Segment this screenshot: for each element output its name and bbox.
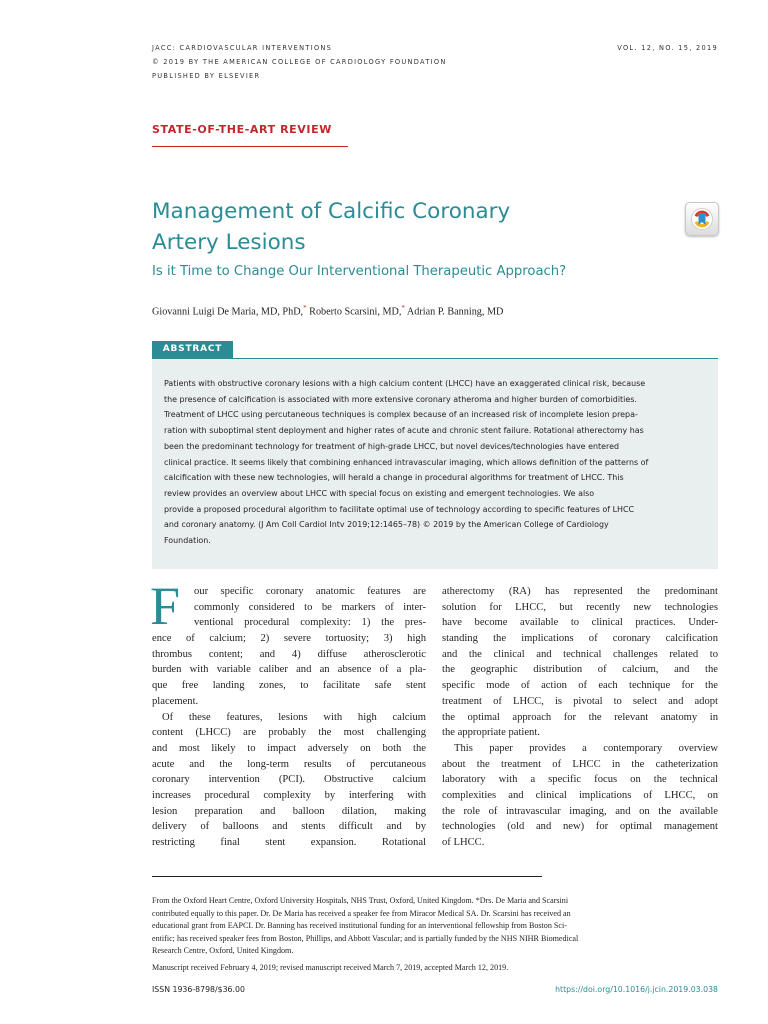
body-line: our specific coronary anatomic features are [194, 586, 426, 597]
body-line: restricting final stent expansion. Rotational [152, 837, 426, 848]
body-line: solution for LHCC, but recently new technologies [442, 601, 718, 613]
volume-info: VOL. 12, NO. 15, 2019 [617, 44, 718, 52]
affiliation-footnote [152, 895, 718, 958]
body-line: of LHCC. [442, 837, 485, 848]
abstract-line: been the predominant technology for treatment of high-grade LHCC, but novel devices/technologies have entered [164, 441, 619, 451]
body-column-right [442, 584, 718, 851]
body-line: thrombus content; and 4) diffuse atherosclerotic [152, 648, 426, 660]
footnote-line: Research Centre, Oxford, United Kingdom. [152, 946, 294, 955]
section-label: STATE-OF-THE-ART REVIEW [152, 123, 332, 136]
drop-cap: F [150, 576, 181, 636]
body-line: technologies (old and new) for optimal management [442, 821, 718, 833]
title-line-1: Management of Calcific Coronary [152, 199, 511, 224]
body-line: placement. [152, 695, 199, 707]
author-2: Roberto Scarsini, MD, [306, 306, 402, 318]
body-line: atherectomy (RA) has represented the predominant [442, 586, 718, 597]
body-line: que free landing zones, to facilitate safe stent [152, 680, 426, 692]
body-line: content (LHCC) are probably the most challenging [152, 727, 426, 739]
publisher-line: PUBLISHED BY ELSEVIER [152, 72, 261, 80]
body-line: the geographic distribution of calcium, and the [442, 664, 718, 676]
author-2-mark: * [401, 304, 405, 312]
body-line: the appropriate patient. [442, 727, 540, 739]
abstract-line: review provides an overview about LHCC with special focus on existing and emergent technologies. We also [164, 488, 595, 498]
body-line: increases procedural complexity by interfering with [152, 789, 426, 801]
body-line: specific mode of action of each technique for the [442, 680, 718, 692]
body-line: burden with variable caliber and an absence of a pla- [152, 664, 426, 676]
abstract-line: provide a proposed procedural algorithm to facilitate optimal use of technology according to specific features of LHCC [164, 504, 635, 514]
copyright-line: © 2019 BY THE AMERICAN COLLEGE OF CARDIOLOGY FOUNDATION [152, 58, 447, 66]
author-1-mark: * [303, 304, 307, 312]
body-line: laboratory with a specific focus on the technical [442, 774, 718, 786]
footnote-rule [152, 876, 542, 877]
body-line: acute and the long-term results of percutaneous [152, 758, 426, 770]
crossmark-icon [686, 203, 718, 235]
body-line: standing the implications of coronary calcification [442, 633, 718, 645]
crossmark-badge[interactable] [685, 202, 719, 236]
body-line: lesion preparation and balloon dilation, making [152, 805, 426, 817]
abstract-text [164, 376, 709, 549]
abstract-line: clinical practice. It seems likely that combining enhanced intravascular imaging, which allows definition of the patterns of [164, 457, 649, 467]
body-line: This paper provides a contemporary overview [454, 742, 718, 754]
body-line: commonly considered to be markers of inter- [194, 601, 426, 613]
issn: ISSN 1936-8798/$36.00 [152, 985, 245, 994]
abstract-line: calcification with these new technologies, will herald a change in procedural algorithms for treatment of LHCC. This [164, 473, 624, 483]
body-line: have become available to clinical practices. Under- [442, 617, 718, 629]
doi-link[interactable]: https://doi.org/10.1016/j.jcin.2019.03.038 [555, 985, 718, 994]
abstract-line: Treatment of LHCC using percutaneous techniques is complex because of an increased risk of incomplete lesion prepa- [164, 410, 638, 420]
manuscript-dates: Manuscript received February 4, 2019; revised manuscript received March 7, 2019, accepted March 12, 2019. [152, 963, 509, 972]
body-line: ventional procedural complexity: 1) the pres- [194, 617, 426, 629]
author-list [152, 304, 503, 317]
footnote-line: From the Oxford Heart Centre, Oxford University Hospitals, NHS Trust, Oxford, United Kingdom. *Drs. De Maria and Scarsini [152, 896, 569, 905]
footnote-line: contributed equally to this paper. Dr. De Maria has received a speaker fee from Miracor Medical SA. Dr. Scarsini has received an [152, 908, 571, 918]
body-line: the optimal approach for the relevant anatomy in [442, 711, 718, 723]
body-line: coronary intervention (PCI). Obstructive calcium [152, 774, 426, 786]
author-3: Adrian P. Banning, MD [404, 306, 504, 318]
abstract-line: the presence of calcification is associated with more extensive coronary atheroma and higher burden of comorbidities. [164, 394, 637, 404]
body-line: treatment of LHCC, is pivotal to select and adopt [442, 695, 718, 707]
body-line: delivery of balloons and stents difficult and by [152, 821, 426, 833]
section-rule [152, 146, 348, 147]
article-title [152, 196, 632, 258]
abstract-label: ABSTRACT [152, 341, 233, 358]
body-line: the role of intravascular imaging, and on the available [442, 805, 718, 817]
body-line: about the treatment of LHCC in the catheterization [442, 758, 718, 770]
abstract-line: ration with suboptimal stent deployment and higher rates of acute and chronic stent failure. Rotational atherectomy has [164, 426, 644, 436]
body-line: Of these features, lesions with high calcium [162, 711, 426, 723]
footnote-line: entific; has received speaker fees from Boston, Phillips, and Abbott Vascular; and is partially funded by the NHS NIHR Biomedical [152, 933, 579, 943]
body-line: and the clinical and technical challenges related to [442, 648, 718, 660]
title-line-2: Artery Lesions [152, 230, 306, 255]
body-line: ence of calcium; 2) severe tortuosity; 3) high [152, 633, 426, 645]
body-column-left [152, 584, 426, 851]
footnote-line: educational grant from EAPCI. Dr. Banning has received institutional funding for an interventional fellowship from Boston Sci- [152, 921, 567, 930]
abstract-line: Foundation. [164, 536, 211, 546]
abstract-line: and coronary anatomy. (J Am Coll Cardiol Intv 2019;12:1465–78) © 2019 by the American College of Cardiology [164, 520, 609, 530]
article-subtitle: Is it Time to Change Our Interventional Therapeutic Approach? [152, 264, 567, 279]
body-line: complexities and clinical implications of LHCC, on [442, 789, 718, 801]
author-1: Giovanni Luigi De Maria, MD, PhD, [152, 306, 304, 318]
abstract-line: Patients with obstructive coronary lesions with a high calcium content (LHCC) have an exaggerated clinical risk, because [164, 379, 646, 388]
body-line: and most likely to impact adversely on both the [152, 742, 426, 754]
journal-name: JACC: CARDIOVASCULAR INTERVENTIONS [152, 44, 333, 52]
